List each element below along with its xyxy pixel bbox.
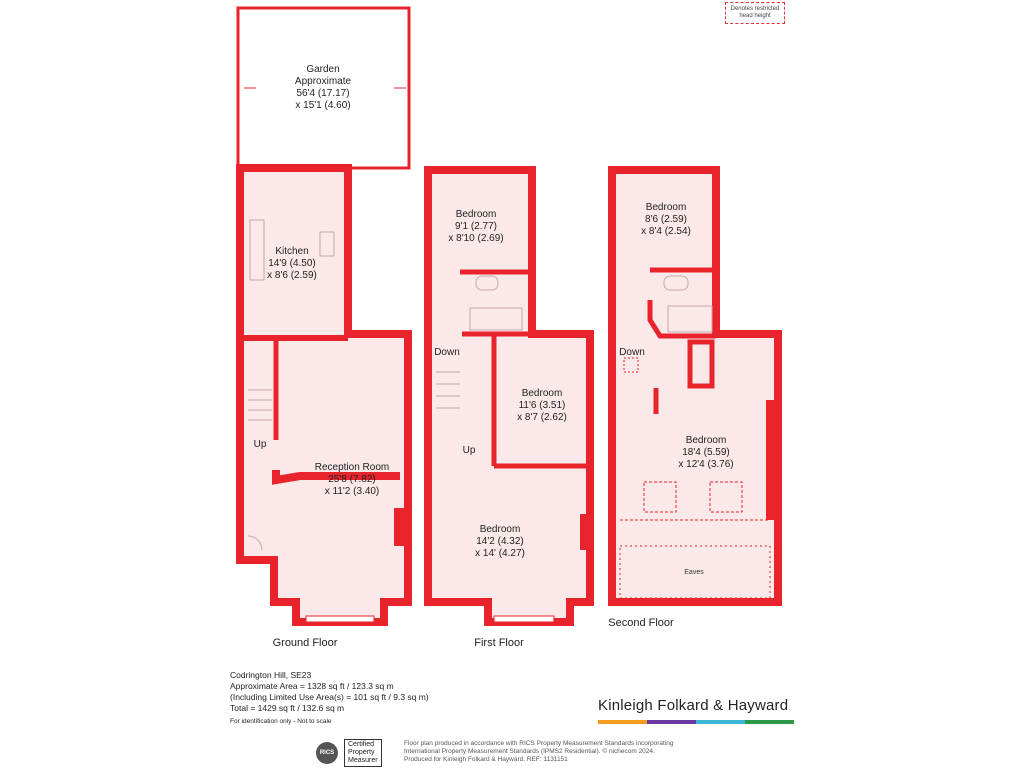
- first-stairs-up-label: Up: [462, 445, 476, 456]
- brand-bar-orange: [598, 720, 647, 724]
- first-floor-title: First Floor: [474, 637, 524, 649]
- first-bay-window: [494, 616, 554, 622]
- brand-bar-blue: [696, 720, 745, 724]
- measurement-standards-note: [404, 740, 704, 764]
- not-to-scale-note: For identification only - Not to scale: [230, 718, 332, 725]
- kitchen-name: Kitchen: [275, 246, 309, 257]
- first-front-bedroom-dim-1: 14'2 (4.32): [476, 536, 524, 547]
- garden-area: [238, 8, 409, 168]
- second-main-bedroom-dim-2: x 12'4 (3.76): [678, 459, 734, 470]
- reception-name: Reception Room: [314, 462, 390, 473]
- rics-badge-line-2: Property: [348, 749, 375, 756]
- ground-stairs-up-label: Up: [253, 439, 267, 450]
- garden-dim-2: x 15'1 (4.60): [295, 100, 351, 111]
- first-rear-bedroom-name: Bedroom: [455, 209, 497, 220]
- garden-subtitle: Approximate: [294, 76, 352, 87]
- first-front-bedroom-name: Bedroom: [479, 524, 521, 535]
- second-main-bedroom-name: Bedroom: [685, 435, 727, 446]
- ground-floor-plan: [240, 168, 408, 649]
- ground-floor-walls: [240, 168, 408, 622]
- reception-dim-2: x 11'2 (3.40): [324, 486, 380, 497]
- first-front-bedroom-dim-2: x 14' (4.27): [475, 548, 525, 559]
- rics-badge-line-3: Measurer: [348, 757, 378, 764]
- brand-bar-purple: [647, 720, 696, 724]
- property-summary: [230, 670, 429, 727]
- reception-dim-1: 25'8 (7.82): [328, 474, 376, 485]
- ground-floor-title: Ground Floor: [272, 637, 338, 649]
- agent-brand-name: Kinleigh Folkard & Hayward: [598, 697, 789, 714]
- first-chimney-breast: [580, 514, 590, 550]
- first-rear-bedroom-dim-1: 9'1 (2.77): [455, 221, 497, 232]
- first-rear-bedroom-dim-2: x 8'10 (2.69): [448, 233, 504, 244]
- second-rear-bedroom-name: Bedroom: [645, 202, 687, 213]
- second-floor-plan: [608, 170, 778, 629]
- total-area: Total = 1429 sq ft / 132.6 sq m: [230, 703, 345, 713]
- legend-line-2: head height: [739, 13, 771, 19]
- reception-bay-window: [306, 616, 374, 622]
- second-floor-title: Second Floor: [608, 617, 674, 629]
- garden-name: Garden: [306, 64, 340, 75]
- kitchen-dim-2: x 8'6 (2.59): [267, 270, 317, 281]
- first-stairs-down-label: Down: [434, 347, 460, 358]
- legend-line-1: Denotes restricted: [730, 6, 780, 12]
- first-middle-bedroom-name: Bedroom: [521, 388, 563, 399]
- brand-color-bar: [598, 720, 794, 724]
- second-main-bedroom-dim-1: 18'4 (5.59): [682, 447, 730, 458]
- first-middle-bedroom-dim-1: 11'6 (3.51): [518, 400, 566, 411]
- kitchen-dim-1: 14'9 (4.50): [268, 258, 316, 269]
- second-side-wall-thick: [766, 400, 778, 520]
- brand-bar-green: [745, 720, 794, 724]
- note-line-3: Produced for Kinleigh Folkard & Hayward. REF: 1131151: [404, 756, 568, 763]
- property-address: Codrington Hill, SE23: [230, 670, 312, 680]
- garden-dim-1: 56'4 (17.17): [296, 88, 350, 99]
- second-stairs-down-label: Down: [619, 347, 645, 358]
- first-middle-bedroom-dim-2: x 8'7 (2.62): [517, 412, 567, 423]
- note-line-2: International Property Measurement Standards (IPMS2 Residential). © nichecom 2024.: [404, 748, 655, 755]
- approximate-area: Approximate Area = 1328 sq ft / 123.3 sq m: [230, 681, 394, 691]
- second-rear-bedroom-dim-1: 8'6 (2.59): [645, 214, 687, 225]
- first-floor-plan: [428, 170, 590, 649]
- note-line-1: Floor plan produced in accordance with RICS Property Measurement Standards incorporating: [404, 740, 674, 747]
- rics-badge: [344, 739, 382, 767]
- second-rear-bedroom-dim-2: x 8'4 (2.54): [641, 226, 691, 237]
- rics-badge-line-1: Certified: [348, 741, 375, 748]
- rics-certification: [316, 739, 382, 767]
- reception-chimney-breast: [394, 508, 406, 546]
- limited-use-area: (Including Limited Use Area(s) = 101 sq ft / 9.3 sq m): [230, 692, 429, 702]
- eaves-label: Eaves: [684, 569, 704, 576]
- rics-logo-icon: RICS: [316, 742, 338, 764]
